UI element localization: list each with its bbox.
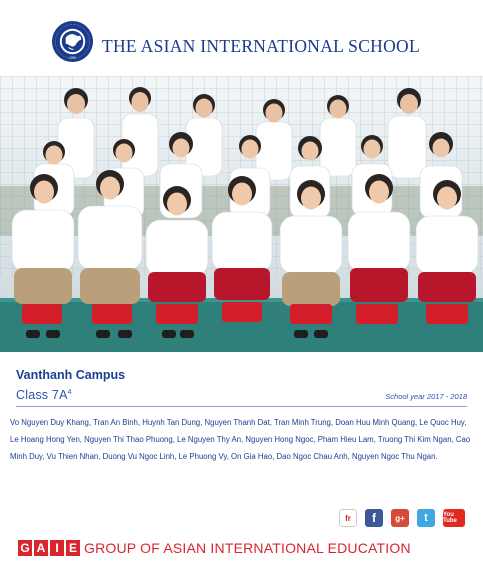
svg-text:1996: 1996 (69, 55, 76, 60)
school-logo-icon (51, 20, 94, 63)
class-photo (0, 76, 483, 352)
google-plus-icon[interactable]: g+ (391, 509, 409, 527)
group-name: GROUP OF ASIAN INTERNATIONAL EDUCATION (84, 540, 411, 556)
gaie-letter: I (50, 540, 64, 556)
gaie-letter: G (18, 540, 32, 556)
gaie-letter: E (66, 540, 80, 556)
divider (16, 406, 467, 407)
school-name: THE ASIAN INTERNATIONAL SCHOOL (102, 36, 420, 56)
school-year: School year 2017 - 2018 (385, 392, 467, 401)
fr-icon[interactable]: fr (339, 509, 357, 527)
class-group-photo (0, 76, 483, 352)
facebook-icon[interactable]: f (365, 509, 383, 527)
class-label (16, 388, 72, 402)
class-name: Class 7A (16, 388, 68, 402)
youtube-icon[interactable]: You Tube (443, 509, 465, 527)
student-names: Vo Nguyen Duy Khang, Tran An Binh, Huynh Tan Dung, Nguyen Thanh Dat, Tran Minh Trung, Doan Huu Minh Quang, Le Quoc Huy, Le Hoang Hong Yen, Nguyen Thi Thao Phuong, Le Nguyen Thy An, Nguyen Hong Ngoc, Pham Hieu Lam, Truong Thi Kim Ngan, Cao Minh Duy, Vu Thien Nhan, Duong Vu Ngoc Linh, Le Phuong Vy, On Gia Hao, Dao Ngoc Chau Anh, Nguyen Ngoc Thu Ngan. (10, 418, 471, 461)
footer (18, 538, 411, 558)
social-links (339, 509, 465, 527)
gaie-letter: A (34, 540, 48, 556)
campus-name: Vanthanh Campus (16, 368, 126, 382)
gaie-logo (18, 540, 80, 556)
header (0, 0, 483, 76)
class-superscript: 4 (67, 388, 72, 396)
twitter-icon[interactable]: t (417, 509, 435, 527)
